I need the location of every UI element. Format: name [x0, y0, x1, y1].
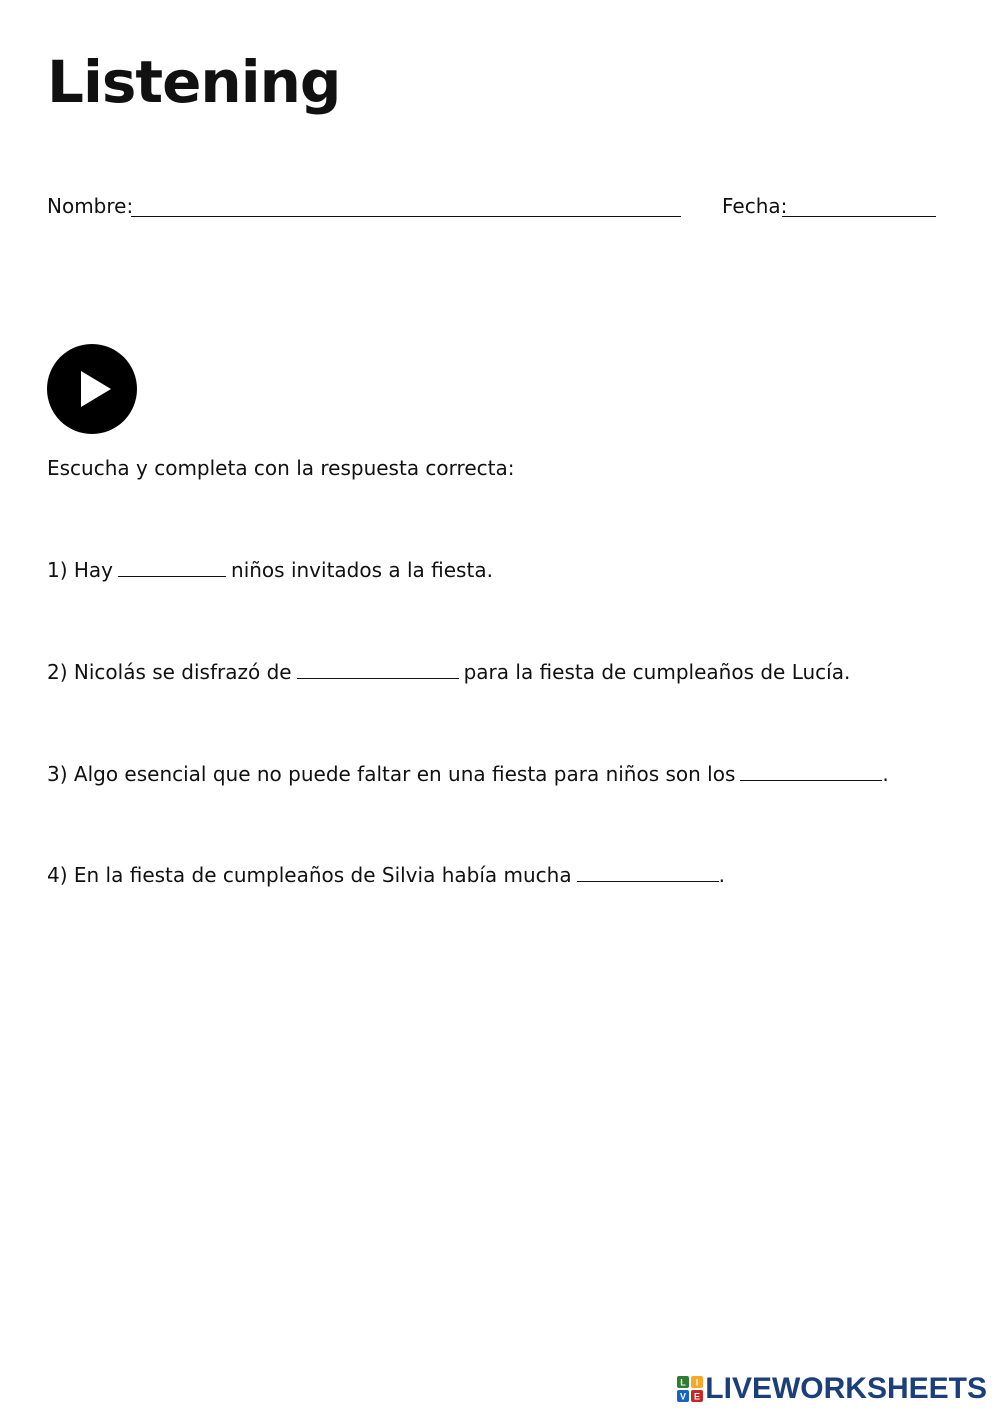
audio-play-button[interactable] [47, 344, 137, 434]
answer-blank-2[interactable] [297, 660, 459, 679]
answer-blank-1[interactable] [118, 558, 226, 577]
question-4-after: . [718, 863, 725, 887]
liveworksheets-logo-icon [677, 1376, 703, 1402]
date-label: Fecha: [722, 194, 788, 218]
answer-blank-3[interactable] [740, 762, 882, 781]
question-2 [47, 660, 850, 684]
date-field[interactable] [782, 216, 936, 217]
play-icon [47, 344, 137, 434]
svg-text:V: V [680, 1391, 687, 1402]
svg-text:I: I [696, 1377, 699, 1388]
svg-text:L: L [680, 1377, 687, 1388]
question-3 [47, 762, 889, 786]
question-2-after: para la fiesta de cumpleaños de Lucía. [463, 660, 851, 684]
question-4 [47, 863, 725, 887]
question-4-before: 4) En la fiesta de cumpleaños de Silvia había mucha [47, 863, 572, 887]
question-1 [47, 558, 493, 582]
question-3-before: 3) Algo esencial que no puede faltar en una fiesta para niños son los [47, 762, 736, 786]
question-1-before: 1) Hay [47, 558, 114, 582]
liveworksheets-logo [677, 1374, 987, 1404]
page-title: Listening [47, 48, 341, 116]
instruction-text: Escucha y completa con la respuesta correcta: [47, 456, 515, 480]
question-2-before: 2) Nicolás se disfrazó de [47, 660, 292, 684]
liveworksheets-wordmark: LIVEWORKSHEETS [705, 1372, 987, 1405]
name-field[interactable] [131, 216, 681, 217]
question-3-after: . [882, 762, 889, 786]
svg-text:E: E [694, 1391, 701, 1402]
answer-blank-4[interactable] [577, 863, 719, 882]
question-1-after: niños invitados a la fiesta. [231, 558, 493, 582]
name-label: Nombre: [47, 194, 134, 218]
